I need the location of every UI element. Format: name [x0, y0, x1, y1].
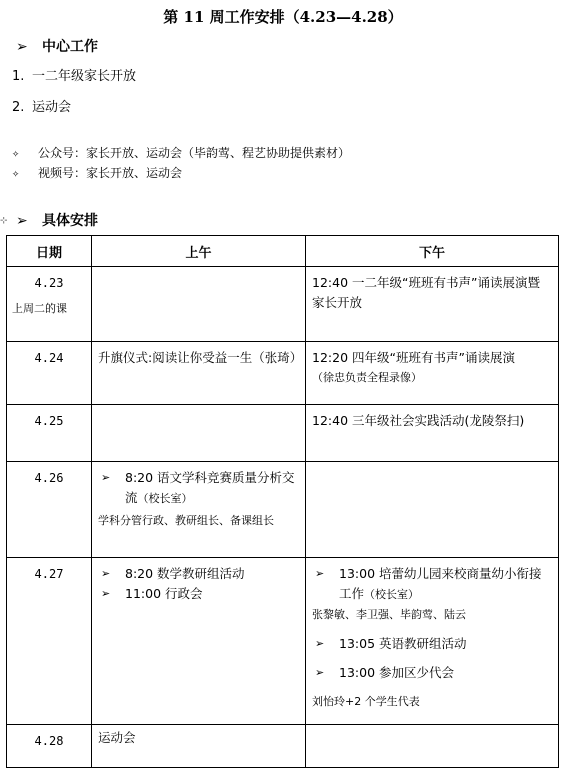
- list-item: 2. 运动会: [12, 100, 72, 115]
- date-cell: 4.23 上周二的课: [7, 267, 92, 342]
- table-row: [7, 342, 559, 405]
- table-header-row: [7, 236, 559, 267]
- cell-note: 上周二的课: [12, 302, 67, 315]
- cell-note: 张黎敏、李卫强、毕韵莺、陆云: [312, 608, 466, 621]
- table-row: [7, 462, 559, 558]
- pm-cell: [306, 725, 559, 768]
- date-cell: 4.24: [7, 342, 92, 405]
- table-row: [7, 267, 559, 342]
- date-cell: 4.26: [7, 462, 92, 558]
- page-title: 第 11 周工作安排（4.23—4.28）: [163, 8, 403, 26]
- paragraph-marker-icon: ⊹: [0, 216, 8, 226]
- pm-cell: [306, 462, 559, 558]
- section-heading: 具体安排: [42, 213, 98, 229]
- list-item: ➢ 8:20 语文学科竞赛质量分析交流（校长室）: [98, 468, 299, 509]
- header-am: 上午: [92, 236, 306, 267]
- list-item: ➢ 8:20 数学教研组活动: [98, 564, 299, 584]
- media-line: ✧ 视频号：家长开放、运动会: [12, 166, 183, 180]
- arrow-bullet-icon: ➢: [16, 39, 28, 55]
- table-row: [7, 558, 559, 725]
- schedule-table: [6, 235, 559, 768]
- arrow-bullet-icon: ➢: [16, 213, 28, 229]
- diamond-bullet-icon: ✧: [12, 166, 20, 180]
- pm-cell: [306, 558, 559, 725]
- date-cell: 4.27: [7, 558, 92, 725]
- cell-note: 学科分管行政、教研组长、备课组长: [98, 514, 274, 527]
- date-cell: 4.25: [7, 405, 92, 462]
- pm-cell: 12:40 一二年级“班班有书声”诵读展演暨家长开放: [306, 267, 559, 342]
- list-item: 1. 一二年级家长开放: [12, 69, 137, 84]
- section-heading: 中心工作: [42, 39, 98, 55]
- am-cell: 运动会: [92, 725, 306, 768]
- section-schedule: [16, 210, 98, 230]
- cell-note: 刘怡玲+2 个学生代表: [312, 695, 420, 708]
- list-item: ➢ 13:05 英语教研组活动: [312, 634, 552, 654]
- am-cell: [92, 558, 306, 725]
- list-item: ➢ 13:00 培蕾幼儿园来校商量幼小衔接工作（校长室）: [312, 564, 552, 605]
- date-cell: 4.28: [7, 725, 92, 768]
- header-date: 日期: [7, 236, 92, 267]
- header-pm: 下午: [306, 236, 559, 267]
- pm-cell: 12:40 三年级社会实践活动(龙陵祭扫): [306, 405, 559, 462]
- list-item: ➢ 13:00 参加区少代会: [312, 663, 552, 683]
- table-row: [7, 405, 559, 462]
- section-center-work: [16, 36, 98, 56]
- cell-note: （徐忠负责全程录像）: [312, 371, 422, 384]
- pm-cell: 12:20 四年级“班班有书声”诵读展演 （徐忠负责全程录像）: [306, 342, 559, 405]
- am-cell: [92, 462, 306, 558]
- media-line: ✧ 公众号：家长开放、运动会（毕韵莺、程艺协助提供素材）: [12, 146, 351, 160]
- am-cell: 升旗仪式:阅读让你受益一生（张琦）: [92, 342, 306, 405]
- list-item: ➢ 11:00 行政会: [98, 584, 299, 604]
- am-cell: [92, 267, 306, 342]
- diamond-bullet-icon: ✧: [12, 146, 20, 160]
- am-cell: [92, 405, 306, 462]
- table-row: [7, 725, 559, 768]
